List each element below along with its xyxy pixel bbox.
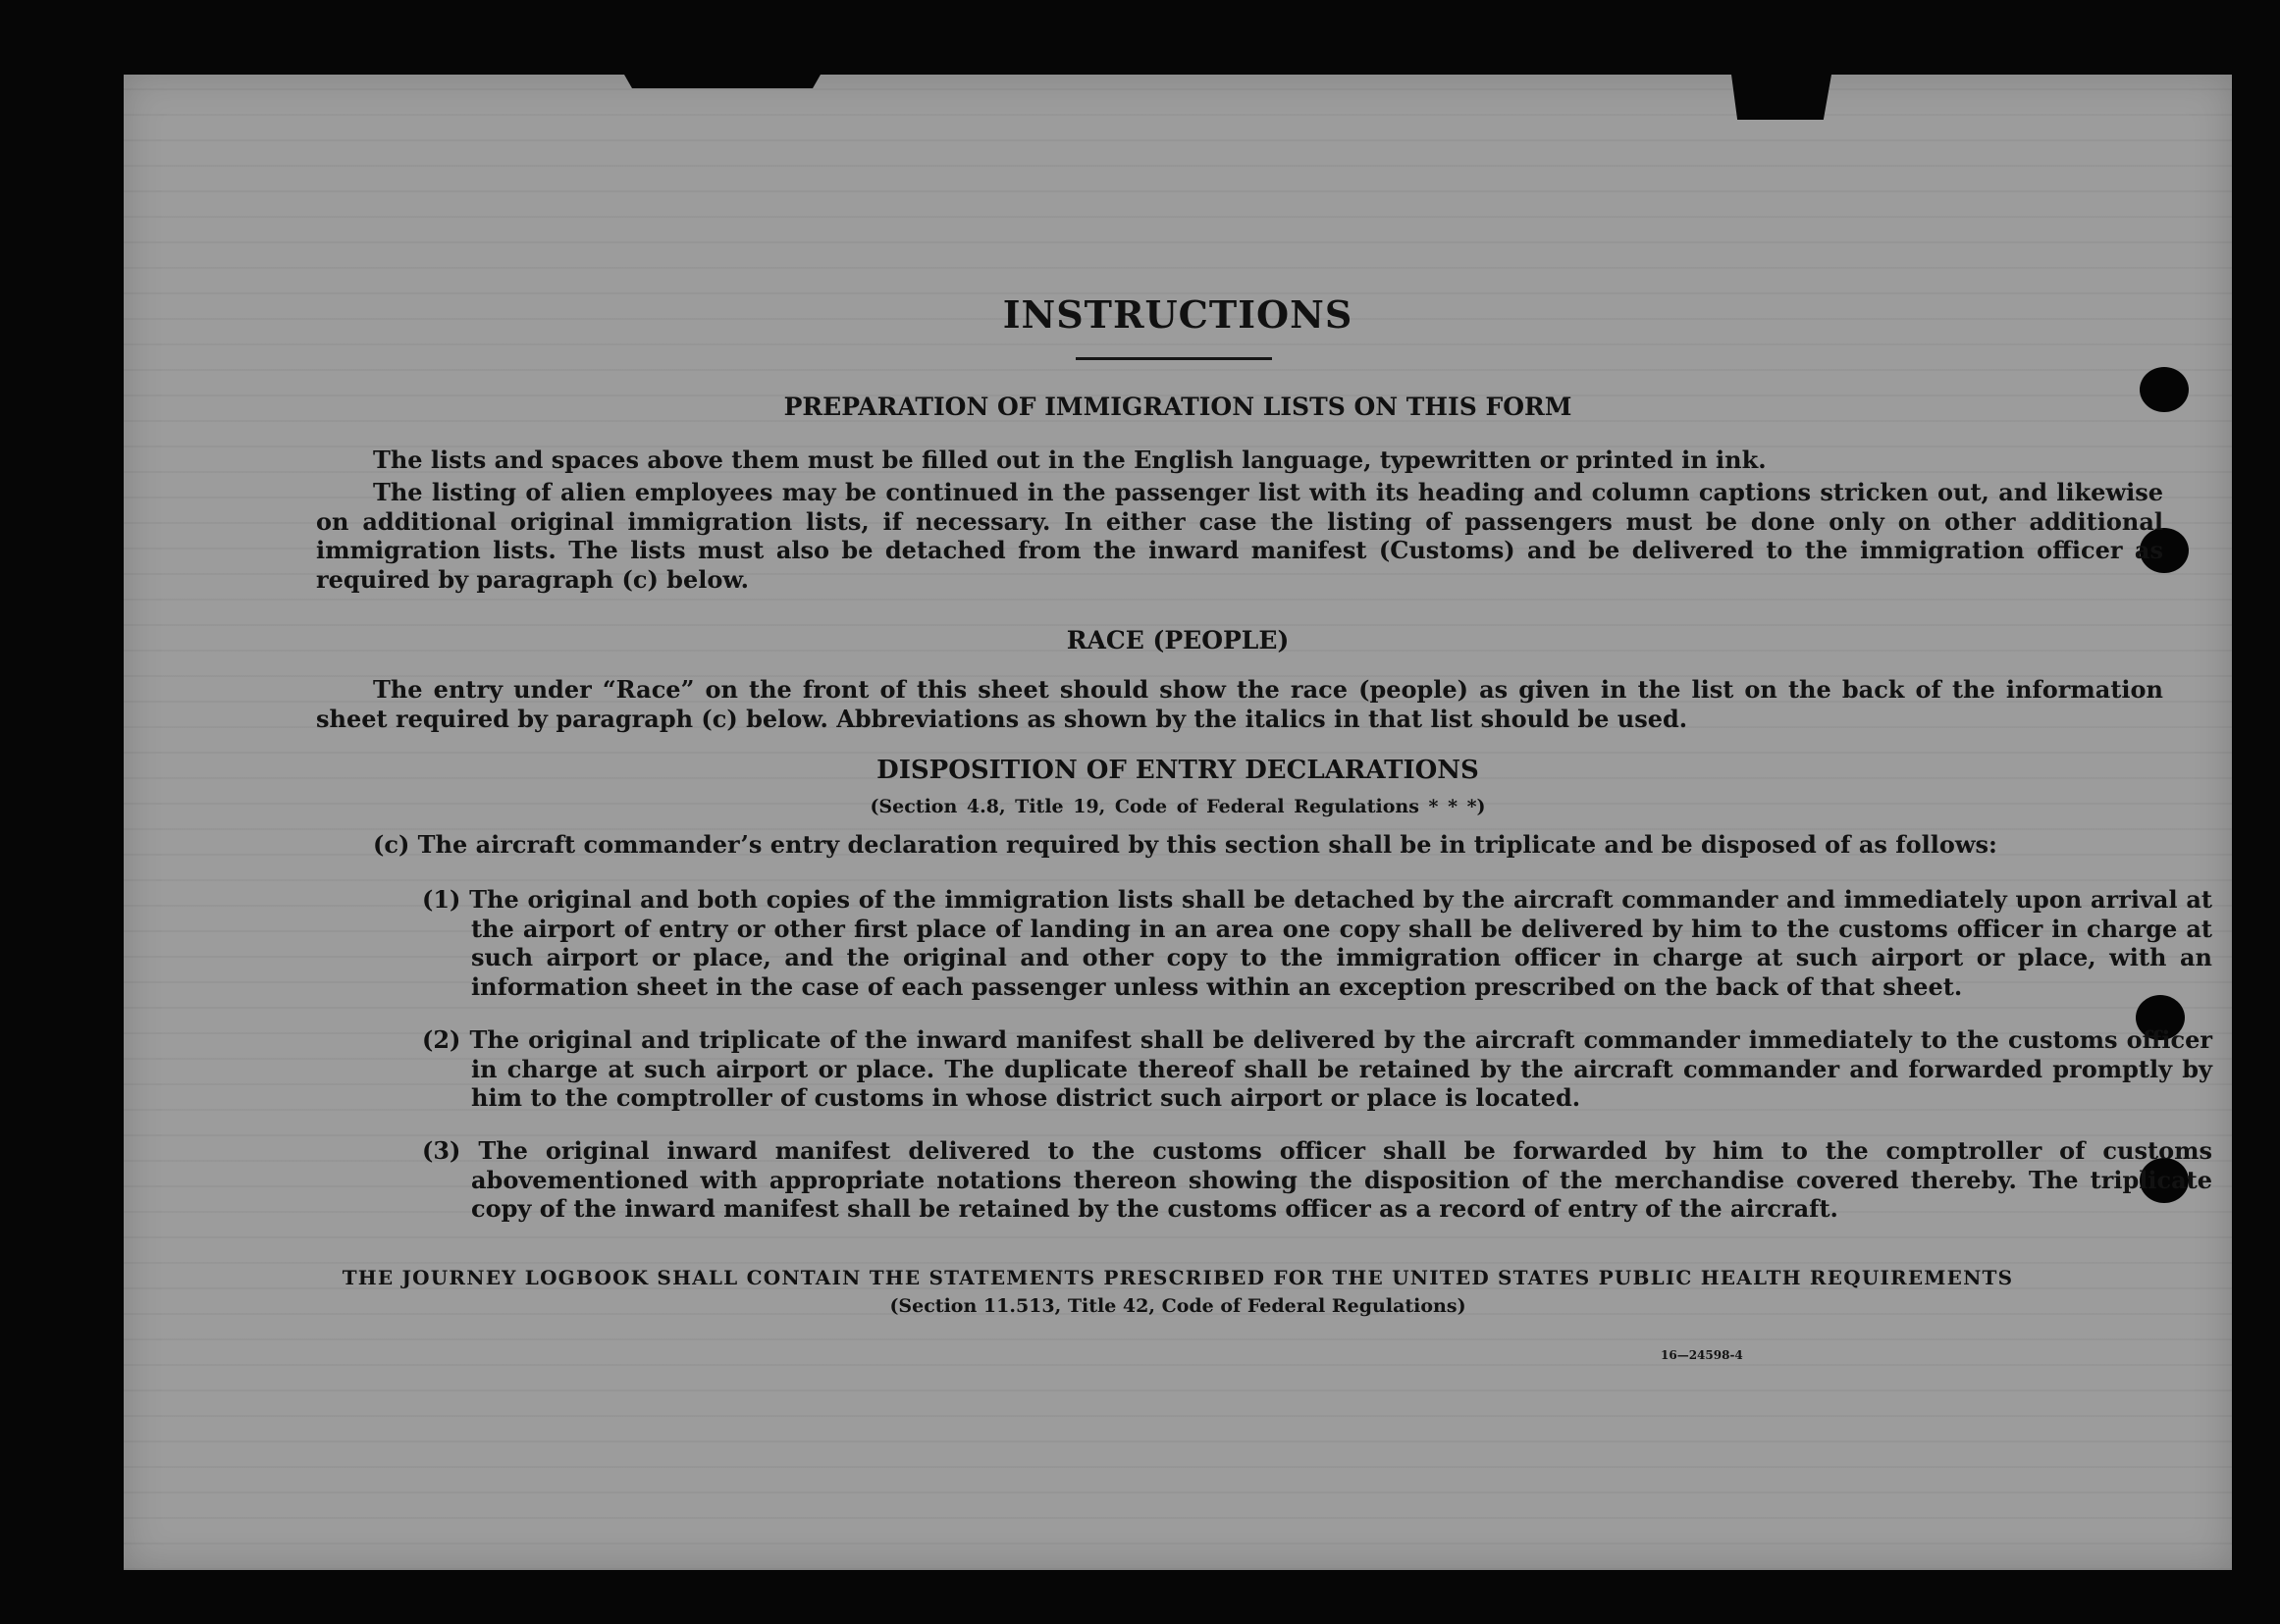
disposition-item-3: (3) The original inward manifest delivered to the customs officer shall be forwarded by him to the comptroller of customs abovementioned with appropriate notations thereon showing the disposition of the merchandise covered thereby. The triplicate copy of the inward manifest shall be retained by the customs officer as a record of entry of the aircraft. bbox=[422, 1136, 2212, 1223]
form-number: 16—24598-4 bbox=[1661, 1348, 1743, 1362]
title-underline bbox=[1076, 357, 1272, 360]
section-heading-race: RACE (PEOPLE) bbox=[1066, 626, 1290, 655]
section-heading-disposition: DISPOSITION OF ENTRY DECLARATIONS bbox=[876, 756, 1479, 785]
section-heading-preparation: PREPARATION OF IMMIGRATION LISTS ON THIS FORM bbox=[783, 393, 1572, 421]
disposition-item-2: (2) The original and triplicate of the inward manifest shall be delivered by the aircraft commander immediately to the customs officer in charge at such airport or place. The duplicate thereof shall be retained by the aircraft commander and forwarded promptly by him to the comptroller of customs in whose district such airport or place is located. bbox=[422, 1025, 2212, 1112]
page-title: INSTRUCTIONS bbox=[1002, 292, 1353, 337]
top-notch-left bbox=[624, 75, 821, 88]
disposition-item-1: (1) The original and both copies of the immigration lists shall be detached by the aircraft commander and immediately upon arrival at the airport of entry or other first place of landing in an area one copy shall be delivered by him to the customs officer in charge at such airport or place, and the original and other copy to the immigration officer in charge at such airport or place, with an information sheet in the case of each passenger unless within an exception prescribed on the back of that sheet. bbox=[422, 885, 2212, 1001]
footer-statement: THE JOURNEY LOGBOOK SHALL CONTAIN THE STATEMENTS PRESCRIBED FOR THE UNITED STATES PUBLIC HEALTH REQUIREMENTS bbox=[342, 1266, 2014, 1289]
footer-citation: (Section 11.513, Title 42, Code of Federal Regulations) bbox=[889, 1295, 1466, 1317]
top-notch-right bbox=[1731, 75, 1831, 120]
disposition-citation: (Section 4.8, Title 19, Code of Federal Regulations * * *) bbox=[870, 796, 1486, 817]
disposition-intro: (c) The aircraft commander’s entry declaration required by this section shall be in triplicate and be disposed of as follows: bbox=[373, 830, 1997, 859]
preparation-paragraph-1: The lists and spaces above them must be filled out in the English language, typewritten or printed in ink. bbox=[373, 445, 1767, 474]
preparation-paragraph-2: The listing of alien employees may be continued in the passenger list with its heading and column captions stricken out, and likewise on additional original immigration lists, if necessary. In either case the listing of passengers must be done only on other additional immigration lists. The lists must also be detached from the inward manifest (Customs) and be delivered to the immigration officer as required by paragraph (c) below. bbox=[316, 478, 2163, 594]
race-paragraph: The entry under “Race” on the front of this sheet should show the race (people) as given in the list on the back of the information sheet required by paragraph (c) below. Abbreviations as shown by the italics in that list should be used. bbox=[316, 675, 2163, 733]
scanned-form-sheet bbox=[124, 75, 2232, 1570]
